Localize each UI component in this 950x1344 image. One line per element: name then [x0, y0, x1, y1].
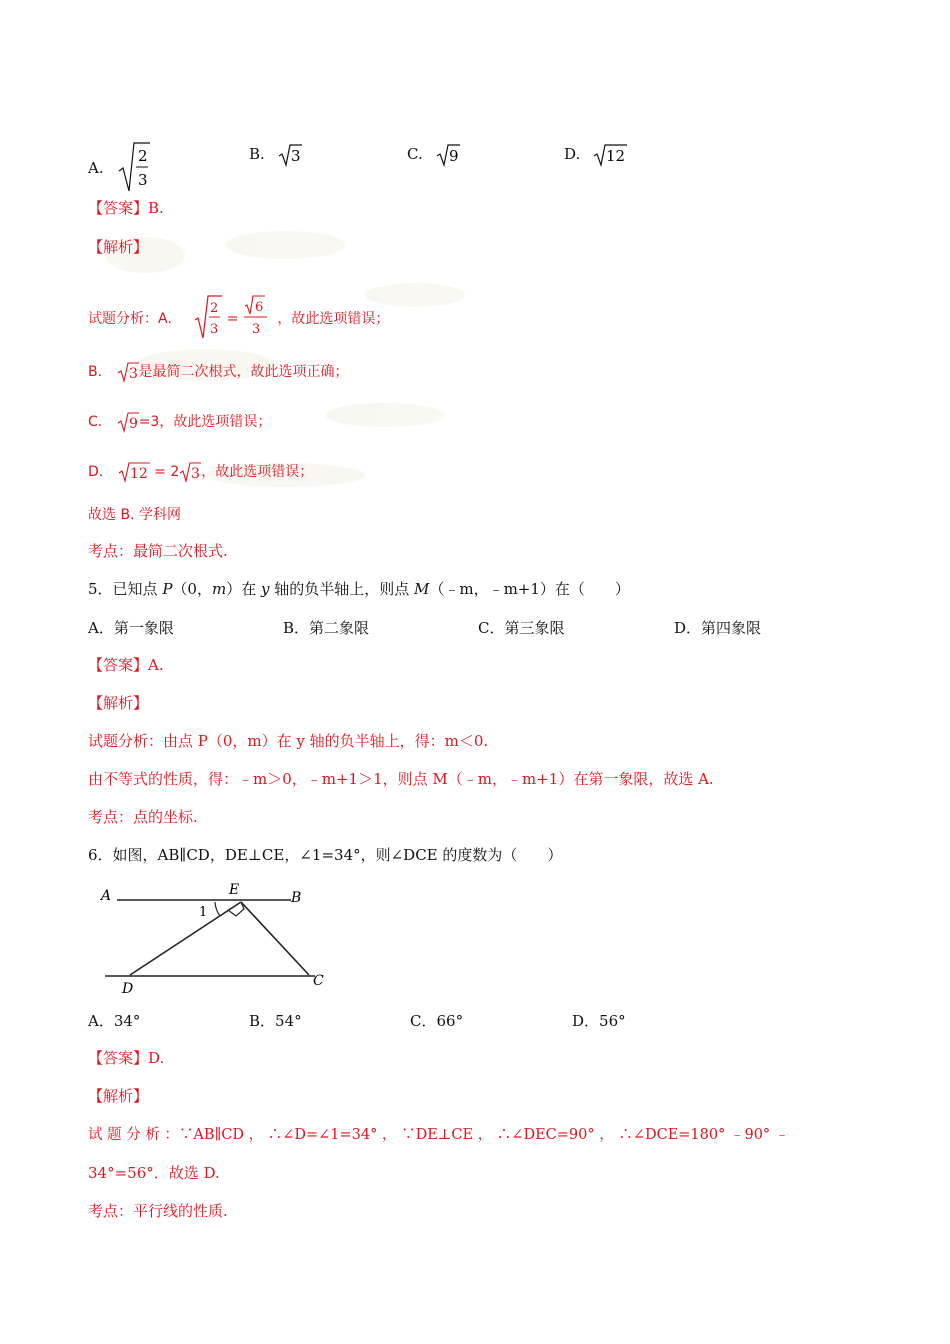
svg-text:3: 3 — [251, 322, 261, 337]
angle-1-arc — [215, 902, 220, 916]
q6-figure — [95, 878, 335, 998]
label-c: C — [313, 973, 324, 989]
svg-text:3: 3 — [138, 171, 148, 189]
q4-analysis-a: 试题分析：A. 2 3 = 6 3 ，故此选项错误； — [88, 296, 389, 342]
q5-analysis-1: 试题分析：由点 P（0，m）在 y 轴的负半轴上，得：m＜0. — [88, 732, 489, 750]
svg-text:9: 9 — [128, 416, 138, 432]
label-e: E — [229, 882, 240, 898]
q5-answer: 【答案】A. — [88, 656, 164, 674]
q4-answer: 【答案】B. — [88, 199, 164, 217]
sqrt-9-analysis — [117, 411, 139, 433]
sqrt-fraction-2-3-analysis — [194, 294, 222, 340]
svg-text:3: 3 — [191, 466, 201, 482]
sqrt-3-analysis — [117, 361, 139, 383]
q6-option-b: B．54° — [249, 1012, 302, 1030]
label-a: A — [101, 888, 112, 904]
sqrt-3 — [278, 143, 302, 167]
sqrt-12-analysis — [118, 461, 150, 483]
sqrt-9 — [436, 143, 460, 167]
q6-point: 考点：平行线的性质. — [88, 1202, 228, 1220]
q5-analysis-head: 【解析】 — [88, 694, 149, 712]
q5-stem: 5．已知点 P（0，m）在 y 轴的负半轴上，则点 M（﹣m，﹣m+1）在（ ） — [88, 580, 630, 598]
q6-answer: 【答案】D. — [88, 1049, 165, 1067]
svg-text:12: 12 — [129, 466, 148, 482]
q5-option-a: A．第一象限 — [88, 619, 174, 637]
q4-option-d: D. 12 — [564, 145, 626, 165]
q5-option-d: D．第四象限 — [674, 619, 762, 637]
q4-analysis-head: 【解析】 — [88, 238, 149, 256]
sqrt-fraction-2-3 — [118, 141, 150, 193]
q5-analysis-2: 由不等式的性质，得：﹣m＞0，﹣m+1＞1，则点 M（﹣m，﹣m+1）在第一象限，故选 A. — [88, 770, 714, 788]
svg-text:12: 12 — [606, 147, 626, 165]
label-b: B — [291, 890, 302, 906]
q5-point: 考点：点的坐标. — [88, 808, 198, 826]
q5-option-c: C．第三象限 — [478, 619, 565, 637]
svg-text:9: 9 — [448, 147, 459, 165]
sqrt6-over-3 — [243, 294, 273, 340]
segment-ce — [241, 902, 309, 975]
q4-analysis-d: D. 12 = 2 3 ，故此选项错误； — [88, 461, 313, 483]
q4-option-a: A. 2 3 — [88, 143, 150, 195]
label-d: D — [122, 981, 134, 997]
q4-analysis-c: C. 9 =3，故此选项错误； — [88, 411, 271, 433]
q6-option-a: A．34° — [88, 1012, 141, 1030]
svg-text:3: 3 — [128, 366, 138, 382]
q6-analysis-2: 34°=56°．故选 D. — [88, 1164, 220, 1182]
svg-text:3: 3 — [290, 147, 301, 165]
svg-text:3: 3 — [210, 322, 219, 337]
sqrt-12 — [593, 143, 627, 167]
segment-de — [130, 902, 241, 975]
q6-option-c: C．66° — [410, 1012, 464, 1030]
q4-point: 考点：最简二次根式. — [88, 542, 228, 560]
q6-option-d: D．56° — [572, 1012, 626, 1030]
q5-option-b: B．第二象限 — [283, 619, 370, 637]
label-angle-1: 1 — [199, 905, 208, 920]
svg-text:6: 6 — [254, 300, 264, 315]
q6-analysis-1: 试 题 分 析 ：∵AB∥CD ， ∴∠D=∠1=34° ， ∵DE⊥CE ， ∴∠DEC=90° ， ∴∠DCE=180° ﹣90° ﹣ — [88, 1127, 790, 1143]
q6-analysis-head: 【解析】 — [88, 1087, 149, 1105]
svg-text:2: 2 — [210, 301, 219, 316]
q4-analysis-b: B. 3 是最简二次根式，故此选项正确； — [88, 361, 349, 383]
q4-conclusion: 故选 B. 学科网 — [88, 507, 181, 523]
sqrt-3-analysis-d — [179, 461, 201, 483]
q6-stem: 6．如图，AB∥CD，DE⊥CE，∠1=34°，则∠DCE 的度数为（ ） — [88, 846, 563, 864]
q4-option-c: C. 9 — [407, 145, 459, 165]
q4-option-b: B. 3 — [249, 145, 301, 165]
svg-text:2: 2 — [138, 147, 148, 165]
